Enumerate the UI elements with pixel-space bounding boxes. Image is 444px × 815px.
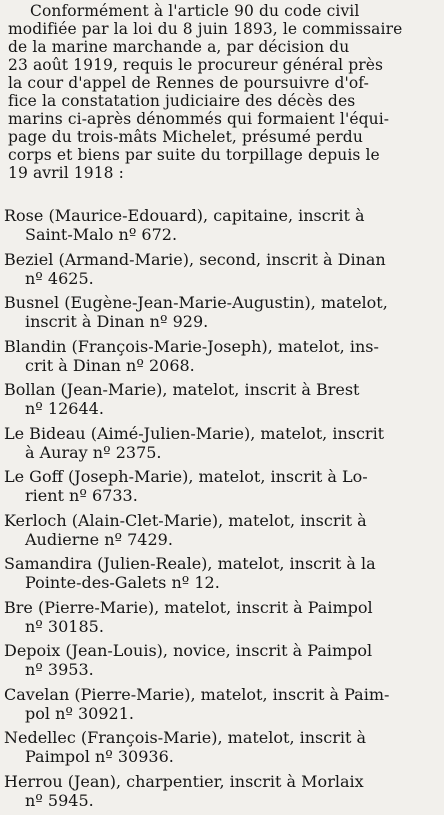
sailor-entry-line-1: Rose (Maurice-Edouard), capitaine, inscrit à [4, 206, 365, 225]
sailor-entry-line-1: Busnel (Eugène-Jean-Marie-Augustin), matelot, [4, 293, 388, 312]
sailor-entry-line-2: Pointe-des-Galets nº 12. [25, 573, 220, 592]
intro-line: Conformément à l'article 90 du code civil [30, 2, 360, 20]
intro-line: marins ci-après dénommés qui formaient l'équi- [8, 110, 390, 128]
sailor-entry-line-2: Paimpol nº 30936. [25, 747, 174, 766]
sailor-entry-line-1: Cavelan (Pierre-Marie), matelot, inscrit à Paim- [4, 684, 390, 704]
intro-paragraph [8, 2, 438, 182]
sailor-entry-line-2: nº 3953. [25, 660, 94, 679]
sailor-entry-line-2: rient nº 6733. [25, 486, 138, 505]
sailor-entry-line-2: inscrit à Dinan nº 929. [25, 312, 209, 331]
sailor-entry [4, 380, 438, 418]
sailor-entry [4, 598, 438, 636]
sailor-entry-line-2: nº 12644. [25, 399, 104, 418]
sailor-entry-line-2: crit à Dinan nº 2068. [25, 355, 195, 375]
intro-line: 23 août 1919, requis le procureur général près [8, 56, 384, 74]
sailor-entry [4, 728, 438, 766]
sailor-entry-line-1: Le Bideau (Aimé-Julien-Marie), matelot, inscrit [4, 423, 385, 443]
sailor-entry-line-1: Herrou (Jean), charpentier, inscrit à Morlaix [4, 771, 364, 791]
sailor-entry-line-1: Bre (Pierre-Marie), matelot, inscrit à Paimpol [4, 597, 373, 617]
intro-line: de la marine marchande a, par décision du [8, 38, 350, 56]
sailor-entry-line-2: Saint-Malo nº 672. [25, 225, 178, 244]
sailor-entry-line-1: Kerloch (Alain-Clet-Marie), matelot, inscrit à [4, 510, 367, 530]
sailor-entry-line-1: Depoix (Jean-Louis), novice, inscrit à Paimpol [4, 641, 373, 660]
sailor-entry [4, 293, 438, 331]
sailor-entry [4, 250, 438, 288]
sailor-entry [4, 641, 438, 679]
sailor-entry-line-2: à Auray nº 2375. [25, 442, 162, 462]
sailor-entry [4, 467, 438, 505]
sailor-list [4, 206, 438, 815]
intro-line: page du trois-mâts Michelet, présumé perdu [8, 128, 363, 146]
sailor-entry-line-1: Beziel (Armand-Marie), second, inscrit à Dinan [4, 249, 386, 269]
sailor-entry-line-1: Nedellec (François-Marie), matelot, inscrit à [4, 728, 367, 747]
sailor-entry [4, 424, 438, 462]
sailor-entry-line-2: nº 5945. [25, 790, 94, 810]
intro-line: 19 avril 1918 : [8, 164, 124, 182]
sailor-entry-line-1: Samandira (Julien-Reale), matelot, inscrit à la [4, 554, 376, 573]
sailor-entry [4, 511, 438, 549]
intro-line: la cour d'appel de Rennes de poursuivre d'of- [8, 74, 369, 92]
intro-line: modifiée par la loi du 8 juin 1893, le commissaire [8, 20, 403, 38]
sailor-entry [4, 206, 438, 244]
sailor-entry [4, 554, 438, 592]
sailor-entry [4, 772, 438, 810]
intro-line: fice la constatation judiciaire des décès des [8, 92, 356, 110]
sailor-entry-line-1: Blandin (François-Marie-Joseph), matelot, ins- [4, 336, 379, 356]
sailor-entry [4, 685, 438, 723]
sailor-entry-line-2: nº 30185. [25, 616, 104, 636]
sailor-entry-line-1: Le Goff (Joseph-Marie), matelot, inscrit à Lo- [4, 467, 368, 486]
sailor-entry-line-2: nº 4625. [25, 268, 94, 288]
sailor-entry [4, 337, 438, 375]
sailor-entry-line-1: Bollan (Jean-Marie), matelot, inscrit à Brest [4, 380, 360, 399]
sailor-entry-line-2: Audierne nº 7429. [25, 529, 173, 549]
sailor-entry-line-2: pol nº 30921. [25, 703, 134, 723]
intro-line: corps et biens par suite du torpillage depuis le [8, 146, 380, 164]
